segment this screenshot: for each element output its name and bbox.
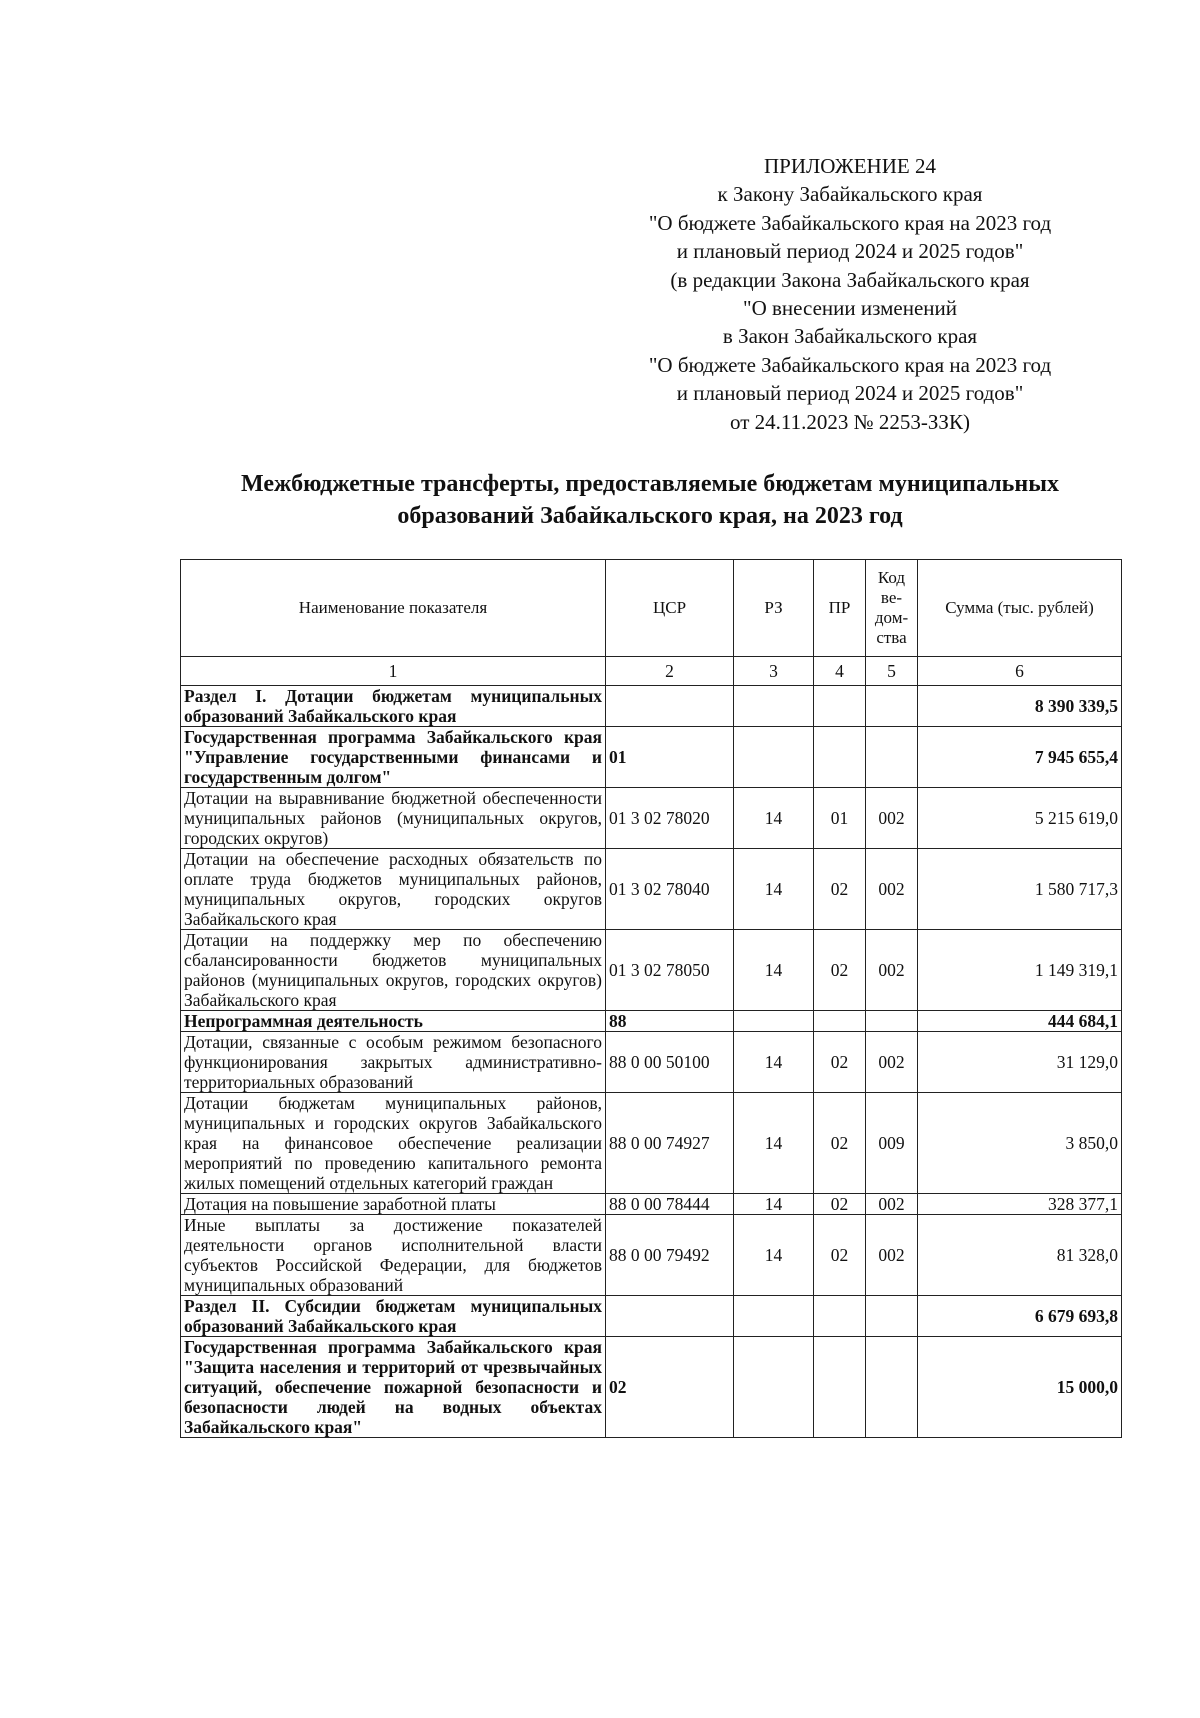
cell-pr (814, 1337, 866, 1438)
cell-csr: 88 0 00 78444 (606, 1194, 734, 1215)
annex-line: (в редакции Закона Забайкальского края (670, 267, 1030, 292)
title-line-2: образований Забайкальского края, на 2023 год (397, 503, 903, 529)
annex-line: "О бюджете Забайкальского края на 2023 год (648, 210, 1052, 235)
cell-name: Государственная программа Забайкальского края "Защита населения и территорий от чрезвычайных ситуаций, обеспечение пожарной безопасности и безопасности людей на водных объектах Забайкальского края" (181, 1337, 606, 1438)
header-pr: ПР (814, 560, 866, 657)
table-row (181, 930, 1122, 1011)
cell-rz: 14 (734, 1215, 814, 1296)
annex-line: от 24.11.2023 № 2253-ЗЗК) (730, 409, 970, 434)
table-row (181, 1296, 1122, 1337)
cell-code (866, 1011, 918, 1032)
cell-pr: 02 (814, 1093, 866, 1194)
annex-header (590, 152, 1110, 436)
cell-csr: 01 3 02 78040 (606, 849, 734, 930)
cell-pr (814, 727, 866, 788)
cell-code (866, 686, 918, 727)
cell-sum: 1 580 717,3 (918, 849, 1122, 930)
column-number: 3 (734, 657, 814, 686)
header-csr: ЦСР (606, 560, 734, 657)
cell-rz (734, 1337, 814, 1438)
annex-line: в Закон Забайкальского края (722, 324, 978, 349)
cell-rz: 14 (734, 930, 814, 1011)
column-number-row (181, 657, 1122, 686)
cell-csr: 02 (606, 1337, 734, 1438)
cell-name: Дотации на выравнивание бюджетной обеспеченности муниципальных районов (муниципальных округов, городских округов) (181, 788, 606, 849)
table-row (181, 1194, 1122, 1215)
cell-sum: 8 390 339,5 (918, 686, 1122, 727)
cell-name: Раздел I. Дотации бюджетам муниципальных образований Забайкальского края (181, 686, 606, 727)
cell-pr: 02 (814, 1215, 866, 1296)
cell-csr: 88 (606, 1011, 734, 1032)
annex-line: к Закону Забайкальского края (717, 182, 983, 207)
annex-line: и плановый период 2024 и 2025 годов" (676, 239, 1024, 264)
cell-csr: 88 0 00 50100 (606, 1032, 734, 1093)
cell-code (866, 1337, 918, 1438)
cell-sum: 1 149 319,1 (918, 930, 1122, 1011)
column-number: 2 (606, 657, 734, 686)
cell-sum: 6 679 693,8 (918, 1296, 1122, 1337)
cell-rz (734, 686, 814, 727)
annex-line: "О внесении изменений (743, 296, 957, 321)
cell-rz: 14 (734, 1093, 814, 1194)
cell-code (866, 1296, 918, 1337)
table-row (181, 1215, 1122, 1296)
cell-sum: 328 377,1 (918, 1194, 1122, 1215)
cell-name: Дотации на поддержку мер по обеспечению сбалансированности бюджетов муниципальных районов (муниципальных округов, городских округов) Забайкальского края (181, 930, 606, 1011)
cell-rz: 14 (734, 788, 814, 849)
cell-rz: 14 (734, 1032, 814, 1093)
header-rz: РЗ (734, 560, 814, 657)
cell-code: 002 (866, 788, 918, 849)
table-row (181, 788, 1122, 849)
header-sum: Сумма (тыс. рублей) (918, 560, 1122, 657)
cell-name: Дотации, связанные с особым режимом безопасного функционирования закрытых административно-территориальных образований (181, 1032, 606, 1093)
table-row (181, 1093, 1122, 1194)
header-code: Код ве-дом-ства (866, 560, 918, 657)
cell-csr (606, 1296, 734, 1337)
annex-line: и плановый период 2024 и 2025 годов" (676, 381, 1024, 406)
table-row (181, 686, 1122, 727)
cell-name: Раздел II. Субсидии бюджетам муниципальных образований Забайкальского края (181, 1296, 606, 1337)
cell-code (866, 727, 918, 788)
cell-rz (734, 1296, 814, 1337)
cell-csr: 88 0 00 79492 (606, 1215, 734, 1296)
cell-pr (814, 1296, 866, 1337)
cell-pr: 01 (814, 788, 866, 849)
cell-code: 002 (866, 849, 918, 930)
cell-sum: 5 215 619,0 (918, 788, 1122, 849)
table-row (181, 849, 1122, 930)
annex-line: "О бюджете Забайкальского края на 2023 год (648, 352, 1052, 377)
cell-code: 002 (866, 930, 918, 1011)
cell-name: Дотации на обеспечение расходных обязательств по оплате труда бюджетов муниципальных районов, муниципальных округов, городских округов Забайкальского края (181, 849, 606, 930)
cell-rz: 14 (734, 1194, 814, 1215)
title-line-1: Межбюджетные трансферты, предоставляемые бюджетам муниципальных (241, 471, 1059, 497)
cell-rz (734, 1011, 814, 1032)
cell-sum: 3 850,0 (918, 1093, 1122, 1194)
cell-csr: 88 0 00 74927 (606, 1093, 734, 1194)
cell-pr: 02 (814, 849, 866, 930)
cell-csr: 01 3 02 78020 (606, 788, 734, 849)
cell-sum: 31 129,0 (918, 1032, 1122, 1093)
table-row (181, 1032, 1122, 1093)
cell-rz: 14 (734, 849, 814, 930)
cell-pr: 02 (814, 930, 866, 1011)
cell-code: 002 (866, 1194, 918, 1215)
cell-sum: 15 000,0 (918, 1337, 1122, 1438)
column-number: 4 (814, 657, 866, 686)
cell-name: Дотации бюджетам муниципальных районов, муниципальных и городских округов Забайкальского края на финансовое обеспечение реализации мероприятий по проведению капитального ремонта жилых помещений отдельных категорий граждан (181, 1093, 606, 1194)
cell-rz (734, 727, 814, 788)
transfers-table (180, 559, 1122, 1438)
cell-name: Дотация на повышение заработной платы (181, 1194, 606, 1215)
cell-name: Иные выплаты за достижение показателей деятельности органов исполнительной власти субъектов Российской Федерации, для бюджетов муниципальных образований (181, 1215, 606, 1296)
cell-name: Непрограммная деятельность (181, 1011, 606, 1032)
cell-code: 009 (866, 1093, 918, 1194)
column-number: 1 (181, 657, 606, 686)
table-row (181, 1011, 1122, 1032)
column-number: 5 (866, 657, 918, 686)
cell-csr: 01 (606, 727, 734, 788)
cell-pr: 02 (814, 1032, 866, 1093)
table-row (181, 727, 1122, 788)
cell-pr (814, 686, 866, 727)
cell-csr: 01 3 02 78050 (606, 930, 734, 1011)
cell-sum: 444 684,1 (918, 1011, 1122, 1032)
table-row (181, 1337, 1122, 1438)
header-name: Наименование показателя (181, 560, 606, 657)
cell-csr (606, 686, 734, 727)
cell-pr (814, 1011, 866, 1032)
cell-name: Государственная программа Забайкальского края "Управление государственными финансами и государственным долгом" (181, 727, 606, 788)
document-title (170, 468, 1130, 532)
cell-code: 002 (866, 1032, 918, 1093)
annex-line: ПРИЛОЖЕНИЕ 24 (764, 154, 936, 178)
cell-sum: 7 945 655,4 (918, 727, 1122, 788)
cell-code: 002 (866, 1215, 918, 1296)
cell-pr: 02 (814, 1194, 866, 1215)
header-row (181, 560, 1122, 657)
column-number: 6 (918, 657, 1122, 686)
cell-sum: 81 328,0 (918, 1215, 1122, 1296)
